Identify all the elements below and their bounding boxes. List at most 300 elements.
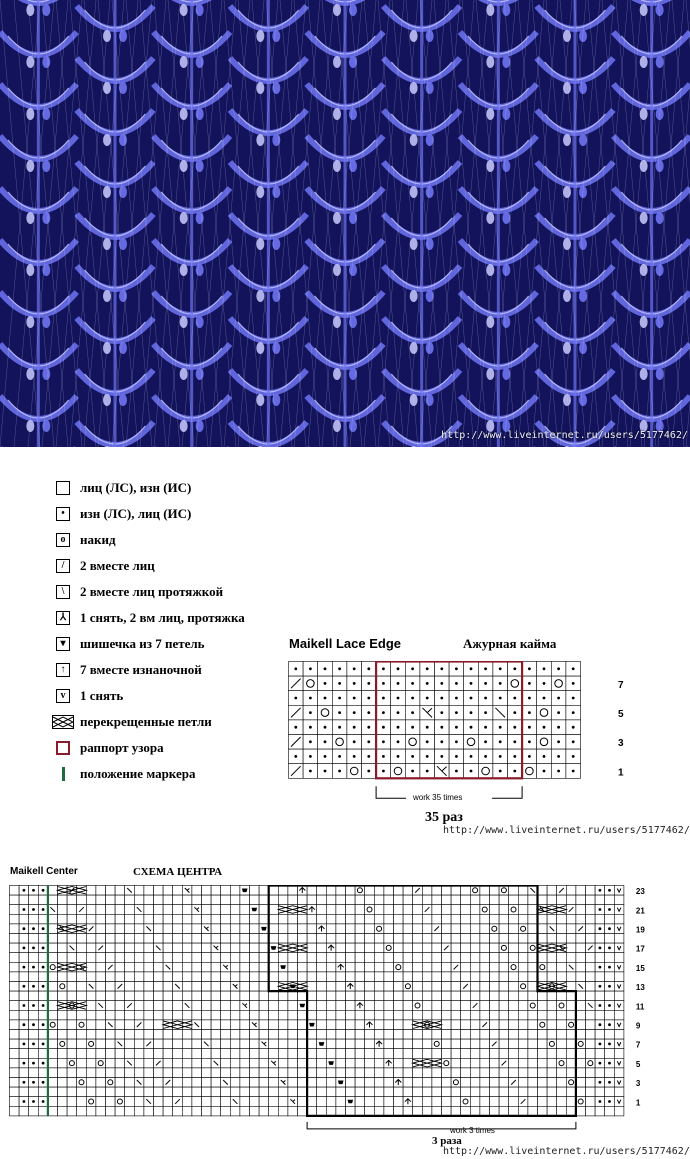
chart-cell	[96, 1039, 106, 1049]
chart-cell	[566, 934, 576, 944]
chart-cell	[19, 1010, 29, 1020]
chart-cell	[346, 1106, 356, 1116]
chart-cell	[144, 982, 154, 992]
purl-dot	[32, 1004, 35, 1007]
chart-cell	[566, 886, 576, 896]
chart-cell	[48, 1020, 58, 1030]
chart-cell	[154, 991, 164, 1001]
chart-cell	[605, 1049, 615, 1059]
purl-dot	[440, 667, 443, 670]
bobble	[119, 342, 127, 354]
purl-dot	[309, 667, 312, 670]
purl-dot	[455, 697, 458, 700]
chart-cell	[125, 943, 135, 953]
chart-cell	[10, 972, 20, 982]
chart-cell	[576, 991, 586, 1001]
chart-cell	[490, 1030, 500, 1040]
purl-dot	[411, 682, 414, 685]
chart-cell	[317, 895, 327, 905]
purl-dot	[32, 966, 35, 969]
legend-label: накид	[80, 532, 116, 547]
chart-cell	[595, 1068, 605, 1078]
chart-cell	[326, 962, 336, 972]
chart-cell	[173, 1010, 183, 1020]
chart-cell	[86, 1078, 96, 1088]
chart-cell	[125, 1068, 135, 1078]
chart-cell	[336, 1010, 346, 1020]
purl-dot	[513, 770, 516, 773]
chart-cell	[586, 962, 596, 972]
chart-cell	[547, 991, 557, 1001]
chart-cell	[298, 1020, 308, 1030]
chart-cell	[432, 991, 442, 1001]
bobble	[656, 316, 664, 328]
chart-cell	[576, 1001, 586, 1011]
chart-cell	[77, 895, 87, 905]
chart-cell	[451, 953, 461, 963]
chart-cell	[106, 943, 116, 953]
chart-cell	[182, 1078, 192, 1088]
chart-cell	[134, 1106, 144, 1116]
bobble	[180, 368, 188, 380]
chart-cell	[317, 1097, 327, 1107]
chart-cell	[365, 943, 375, 953]
chart-cell	[470, 943, 480, 953]
chart-cell	[115, 1078, 125, 1088]
chart-cell	[384, 982, 394, 992]
bobble	[272, 30, 280, 42]
chart-cell	[221, 972, 231, 982]
purl-dot	[528, 755, 531, 758]
chart-cell	[134, 934, 144, 944]
chart-cell	[451, 934, 461, 944]
chart-cell	[547, 934, 557, 944]
chart-cell	[422, 1106, 432, 1116]
chart-cell	[19, 1068, 29, 1078]
chart-cell	[211, 1078, 221, 1088]
purl-dot	[23, 947, 26, 950]
chart-cell	[547, 1097, 557, 1107]
chart-cell	[346, 1020, 356, 1030]
chart-cell	[509, 991, 519, 1001]
edge-repeat-count: 35 раз	[425, 810, 463, 825]
chart-cell	[307, 1058, 317, 1068]
chart-cell	[230, 1087, 240, 1097]
purl-dot	[309, 726, 312, 729]
chart-cell	[259, 1106, 269, 1116]
chart-cell	[374, 972, 384, 982]
chart-cell	[336, 924, 346, 934]
chart-cell	[586, 1030, 596, 1040]
chart-cell	[576, 1106, 586, 1116]
chart-cell	[384, 914, 394, 924]
chart-cell	[298, 953, 308, 963]
bobble	[333, 212, 341, 224]
chart-cell	[230, 962, 240, 972]
chart-cell	[442, 1030, 452, 1040]
chart-cell	[230, 1068, 240, 1078]
chart-cell	[240, 1106, 250, 1116]
chart-cell	[96, 905, 106, 915]
chart-cell	[403, 1078, 413, 1088]
bobble	[640, 108, 648, 120]
chart-cell	[509, 972, 519, 982]
chart-cell	[10, 962, 20, 972]
chart-cell	[96, 1097, 106, 1107]
chart-cell	[586, 1049, 596, 1059]
legend-item-bobble	[56, 631, 296, 657]
purl-dot	[484, 711, 487, 714]
chart-cell	[413, 1097, 423, 1107]
legend-item-sk2p	[56, 605, 296, 631]
chart-cell	[86, 1010, 96, 1020]
purl-dot	[499, 740, 502, 743]
chart-cell	[10, 895, 20, 905]
chart-cell	[413, 1049, 423, 1059]
purl-dot	[294, 755, 297, 758]
chart-cell	[355, 1078, 365, 1088]
chart-cell	[173, 1068, 183, 1078]
chart-cell	[317, 943, 327, 953]
chart-cell	[269, 886, 279, 896]
chart-cell	[230, 1020, 240, 1030]
chart-cell	[288, 895, 298, 905]
chart-cell	[77, 914, 87, 924]
bobble	[349, 420, 357, 432]
chart-cell	[576, 914, 586, 924]
chart-cell	[384, 1049, 394, 1059]
chart-cell	[451, 1039, 461, 1049]
chart-cell	[307, 1010, 317, 1020]
chart-cell	[336, 1039, 346, 1049]
chart-cell	[269, 914, 279, 924]
chart-cell	[192, 1068, 202, 1078]
chart-cell	[326, 886, 336, 896]
purl-dot	[557, 697, 560, 700]
chart-cell	[240, 1068, 250, 1078]
chart-cell	[326, 1020, 336, 1030]
chart-cell	[240, 1097, 250, 1107]
chart-cell	[422, 1030, 432, 1040]
bobble	[563, 342, 571, 354]
chart-cell	[298, 1087, 308, 1097]
chart-cell	[182, 1030, 192, 1040]
chart-cell	[518, 1001, 528, 1011]
chart-cell	[336, 1030, 346, 1040]
chart-cell	[192, 895, 202, 905]
chart-cell	[403, 1030, 413, 1040]
purl-dot	[294, 726, 297, 729]
chart-cell	[144, 1030, 154, 1040]
chart-cell	[250, 924, 260, 934]
chart-cell	[317, 1058, 327, 1068]
chart-cell	[221, 1001, 231, 1011]
bobble	[579, 290, 587, 302]
chart-cell	[547, 1010, 557, 1020]
chart-cell	[77, 1106, 87, 1116]
chart-cell	[38, 1049, 48, 1059]
bobble	[426, 238, 434, 250]
chart-cell	[403, 991, 413, 1001]
chart-cell	[461, 991, 471, 1001]
chart-cell	[413, 1106, 423, 1116]
chart-cell	[192, 924, 202, 934]
chart-cell	[106, 934, 116, 944]
chart-cell	[86, 953, 96, 963]
purl-dot	[455, 682, 458, 685]
chart-cell	[442, 1001, 452, 1011]
chart-cell	[413, 1001, 423, 1011]
chart-cell	[586, 1020, 596, 1030]
chart-cell	[557, 1087, 567, 1097]
chart-cell	[288, 924, 298, 934]
chart-cell	[106, 1058, 116, 1068]
purl-dot	[608, 1004, 611, 1007]
purl-dot	[411, 667, 414, 670]
chart-cell	[346, 991, 356, 1001]
chart-cell	[269, 1049, 279, 1059]
chart-cell	[614, 924, 624, 934]
chart-cell	[154, 895, 164, 905]
chart-cell	[173, 895, 183, 905]
chart-cell	[125, 1078, 135, 1088]
chart-cell	[451, 1068, 461, 1078]
chart-cell	[576, 1010, 586, 1020]
row-number: 23	[635, 887, 645, 897]
chart-cell	[221, 1087, 231, 1097]
purl-dot	[324, 740, 327, 743]
chart-cell	[547, 895, 557, 905]
chart-cell	[432, 934, 442, 944]
chart-cell	[422, 1001, 432, 1011]
purl-dot	[426, 740, 429, 743]
chart-cell	[298, 924, 308, 934]
chart-cell	[346, 962, 356, 972]
purl-dot	[32, 947, 35, 950]
chart-cell	[347, 764, 362, 779]
chart-cell	[403, 1001, 413, 1011]
chart-cell	[96, 962, 106, 972]
chart-cell	[374, 1068, 384, 1078]
chart-cell	[442, 1039, 452, 1049]
chart-cell	[365, 1010, 375, 1020]
chart-cell	[480, 886, 490, 896]
chart-cell	[202, 953, 212, 963]
chart-cell	[480, 972, 490, 982]
chart-cell	[547, 1087, 557, 1097]
chart-cell	[480, 1039, 490, 1049]
bobble	[579, 82, 587, 94]
chart-cell	[288, 934, 298, 944]
bobble	[256, 290, 264, 302]
purl-dot	[557, 770, 560, 773]
chart-cell	[518, 1068, 528, 1078]
bobble	[579, 238, 587, 250]
chart-cell	[413, 924, 423, 934]
chart-cell	[509, 982, 519, 992]
chart-cell	[48, 1030, 58, 1040]
chart-cell	[230, 905, 240, 915]
chart-cell	[614, 1039, 624, 1049]
chart-cell	[154, 905, 164, 915]
chart-cell	[48, 914, 58, 924]
purl-dot	[338, 726, 341, 729]
purl-dot	[513, 667, 516, 670]
chart-cell	[106, 1097, 116, 1107]
chart-cell	[144, 1068, 154, 1078]
chart-cell	[394, 982, 404, 992]
chart-cell	[538, 953, 548, 963]
chart-cell	[259, 1010, 269, 1020]
chart-cell	[451, 895, 461, 905]
chart-cell	[461, 1058, 471, 1068]
purl-dot	[397, 740, 400, 743]
chart-cell	[154, 886, 164, 896]
chart-cell	[230, 1010, 240, 1020]
chart-cell	[490, 905, 500, 915]
marker-icon	[56, 767, 70, 781]
chart-cell	[355, 1087, 365, 1097]
chart-cell	[221, 1068, 231, 1078]
chart-cell	[432, 1087, 442, 1097]
chart-cell	[346, 1039, 356, 1049]
bobble	[333, 368, 341, 380]
chart-cell	[413, 991, 423, 1001]
bobble	[180, 4, 188, 16]
chart-cell	[355, 914, 365, 924]
chart-cell	[384, 895, 394, 905]
chart-cell	[365, 924, 375, 934]
chart-cell	[470, 1097, 480, 1107]
chart-cell	[192, 1087, 202, 1097]
chart-cell	[192, 982, 202, 992]
chart-cell	[307, 1106, 317, 1116]
chart-cell	[134, 895, 144, 905]
legend-label: 2 вместе лиц	[80, 558, 155, 573]
chart-cell	[566, 1030, 576, 1040]
chart-cell	[432, 905, 442, 915]
chart-cell	[470, 1020, 480, 1030]
chart-cell	[192, 1049, 202, 1059]
purl-dot	[382, 697, 385, 700]
chart-cell	[355, 1039, 365, 1049]
chart-cell	[595, 1010, 605, 1020]
chart-cell	[221, 1010, 231, 1020]
chart-cell	[211, 905, 221, 915]
legend-item-marker	[56, 761, 296, 787]
chart-cell	[278, 1068, 288, 1078]
chart-cell	[551, 676, 566, 691]
chart-cell	[288, 972, 298, 982]
chart-cell	[67, 934, 77, 944]
edge-chart-svg	[288, 661, 633, 806]
chart-cell	[586, 895, 596, 905]
purl-dot	[382, 726, 385, 729]
chart-cell	[192, 886, 202, 896]
chart-cell	[336, 1087, 346, 1097]
chart-cell	[480, 982, 490, 992]
chart-cell	[192, 1001, 202, 1011]
chart-cell	[192, 1078, 202, 1088]
chart-cell	[605, 934, 615, 944]
chart-cell	[125, 1106, 135, 1116]
chart-cell	[547, 1049, 557, 1059]
chart-cell	[240, 1020, 250, 1030]
chart-cell	[288, 962, 298, 972]
chart-cell	[259, 982, 269, 992]
chart-cell	[269, 1087, 279, 1097]
edge-chart-grid	[288, 661, 633, 806]
chart-cell	[163, 972, 173, 982]
edge-repeat-caption: work 35 times	[413, 793, 463, 802]
chart-cell	[10, 914, 20, 924]
bobble	[333, 56, 341, 68]
chart-cell	[115, 1049, 125, 1059]
purl-dot	[42, 1100, 45, 1103]
chart-cell	[202, 1106, 212, 1116]
chart-cell	[240, 1087, 250, 1097]
purl-dot	[338, 755, 341, 758]
chart-cell	[317, 1078, 327, 1088]
chart-cell	[307, 1049, 317, 1059]
chart-cell	[374, 905, 384, 915]
chart-cell	[250, 934, 260, 944]
chart-cell	[163, 1039, 173, 1049]
chart-cell	[499, 1097, 509, 1107]
chart-cell	[384, 1078, 394, 1088]
chart-cell	[605, 972, 615, 982]
chart-cell	[595, 972, 605, 982]
chart-cell	[259, 972, 269, 982]
bobble	[410, 186, 418, 198]
chart-cell	[518, 1010, 528, 1020]
chart-cell	[326, 1106, 336, 1116]
chart-cell	[461, 1049, 471, 1059]
chart-cell	[125, 991, 135, 1001]
chart-cell	[537, 735, 552, 750]
chart-cell	[154, 1078, 164, 1088]
chart-cell	[96, 1068, 106, 1078]
chart-cell	[317, 905, 327, 915]
chart-cell	[451, 914, 461, 924]
center-repeat-caption: work 3 times	[450, 1126, 495, 1135]
chart-cell	[499, 1106, 509, 1116]
chart-cell	[77, 1010, 87, 1020]
chart-cell	[614, 934, 624, 944]
chart-cell	[221, 991, 231, 1001]
chart-cell	[67, 1039, 77, 1049]
purl-dot	[572, 755, 575, 758]
chart-cell	[451, 905, 461, 915]
legend-label: изн (ЛС), лиц (ИС)	[80, 506, 192, 521]
purl-dot	[397, 697, 400, 700]
chart-cell	[595, 895, 605, 905]
chart-cell	[58, 1049, 68, 1059]
chart-cell	[106, 1039, 116, 1049]
chart-cell	[240, 934, 250, 944]
bobble	[563, 30, 571, 42]
chart-cell	[614, 953, 624, 963]
chart-cell	[509, 1087, 519, 1097]
chart-cell	[451, 886, 461, 896]
chart-cell	[19, 1030, 29, 1040]
legend-label: положение маркера	[80, 766, 196, 781]
chart-cell	[432, 1078, 442, 1088]
legend-item-p7tog	[56, 657, 296, 683]
chart-cell	[144, 895, 154, 905]
chart-cell	[614, 1068, 624, 1078]
row-number: 19	[635, 925, 645, 935]
